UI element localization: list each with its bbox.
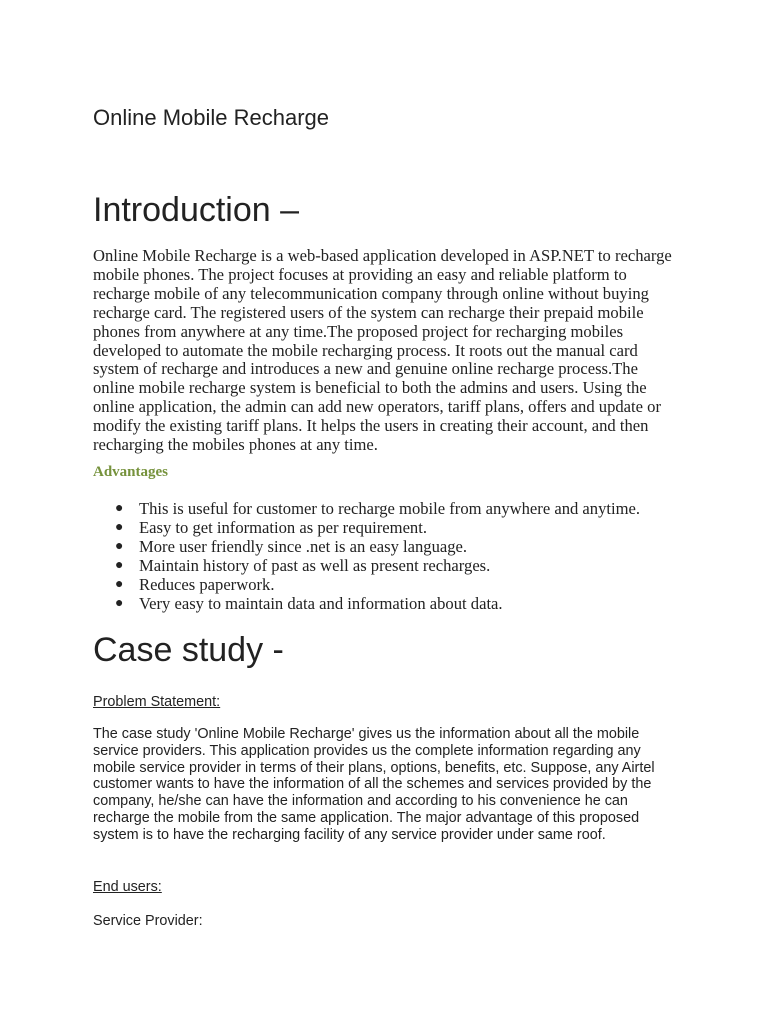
list-item-text: This is useful for customer to recharge mobile from anywhere and anytime. (139, 499, 641, 518)
list-item (93, 556, 640, 575)
list-item-text: Reduces paperwork. (139, 575, 275, 594)
bullet-icon: ● (115, 520, 124, 535)
list-item (93, 594, 640, 613)
bullet-icon: ● (115, 539, 124, 554)
introduction-paragraph: Online Mobile Recharge is a web-based application developed in ASP.NET to recharge mobile phones. The project focuses at providing an easy and reliable platform to recharge mobile of any telecommunication company through online without buying recharge card. The registered users of the system can recharge their prepaid mobile phones from anywhere at any time.The proposed project for recharging mobiles developed to automate the mobile recharging process. It roots out the manual card system of recharge and introduces a new and genuine online recharge process.The online mobile recharge system is beneficial to both the admins and users. Using the online application, the admin can add new operators, tariff plans, offers and update or modify the existing tariff plans. It helps the users in creating their account, and then recharging the mobiles phones at any time. (93, 246, 672, 455)
case-study-paragraph: The case study 'Online Mobile Recharge' gives us the information about all the mobile service providers. This application provides us the complete information regarding any mobile service provider in terms of their plans, options, benefits, etc. Suppose, any Airtel customer wants to have the information of all the schemes and services provided by the company, he/she can have the information and according to his convenience he can recharge the mobile from the same application. The major advantage of this proposed system is to have the recharging facility of any service provider under same roof. (93, 726, 655, 843)
bullet-icon: ● (115, 577, 124, 592)
document-title: Online Mobile Recharge (93, 105, 330, 130)
list-item (93, 575, 640, 594)
list-item (93, 499, 640, 518)
bullet-icon: ● (115, 558, 124, 573)
list-item-text: Very easy to maintain data and information about data. (139, 594, 503, 613)
bullet-icon: ● (115, 596, 124, 611)
case-study-heading: Case study - (93, 631, 284, 669)
advantages-list (93, 499, 640, 613)
problem-statement-label: Problem Statement: (93, 694, 221, 710)
list-item (93, 537, 640, 556)
list-item-text: Maintain history of past as well as present recharges. (139, 556, 491, 575)
service-provider-label: Service Provider: (93, 913, 203, 929)
list-item-text: More user friendly since .net is an easy language. (139, 537, 468, 556)
end-users-label: End users: (93, 879, 162, 895)
advantages-label: Advantages (93, 464, 169, 480)
list-item (93, 518, 640, 537)
list-item-text: Easy to get information as per requirement. (139, 518, 427, 537)
bullet-icon: ● (115, 501, 124, 516)
introduction-heading: Introduction – (93, 191, 300, 229)
